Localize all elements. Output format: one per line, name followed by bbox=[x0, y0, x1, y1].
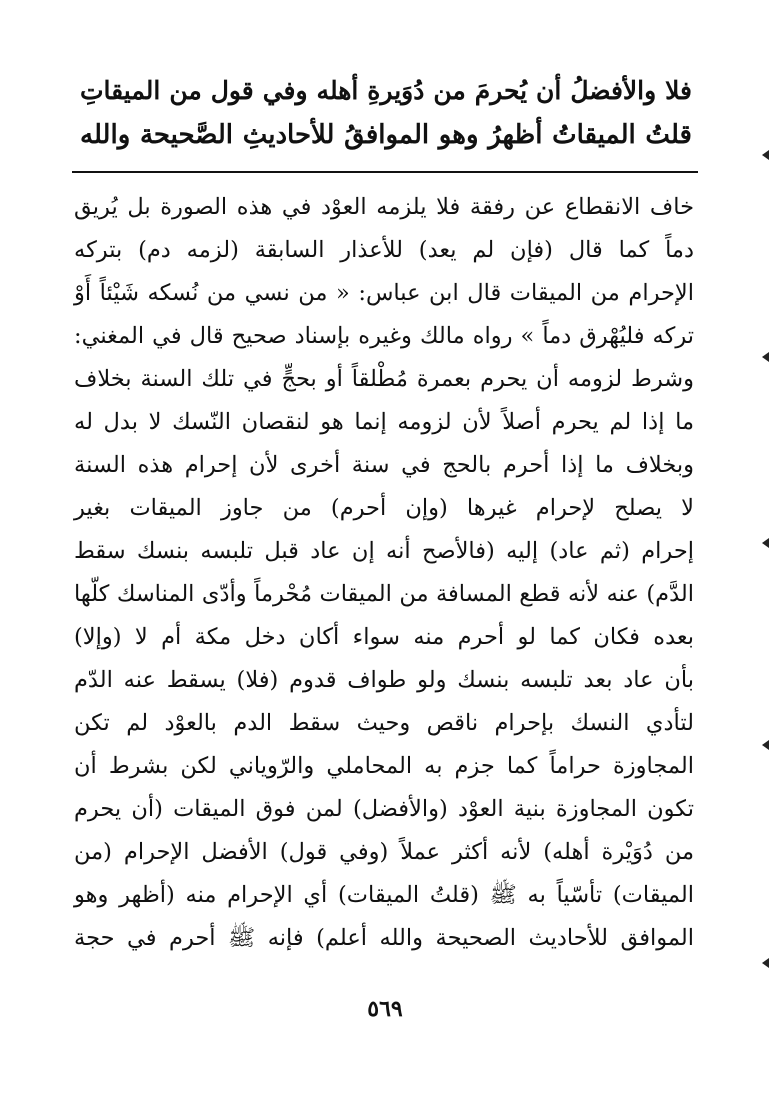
commentary-line: وبخلاف ما إذا أحرم بالحج في سنة أخرى لأن إحرام هذه السنة bbox=[74, 452, 694, 478]
separator-rule bbox=[72, 171, 698, 173]
margin-mark-icon bbox=[762, 538, 769, 548]
commentary-line: الميقات) تأسّياً به ﷺ (قلتُ الميقات) أي الإحرام منه (أظهر وهو bbox=[74, 882, 694, 908]
margin-mark-icon bbox=[762, 352, 769, 362]
margin-mark-icon bbox=[762, 150, 769, 160]
commentary-block bbox=[74, 186, 694, 960]
commentary-line: الإحرام من الميقات قال ابن عباس: « من نسي من نُسكه شَيْئاً أَوْ bbox=[74, 280, 694, 306]
commentary-line: تكون المجاوزة بنية العوْد (والأفضل) لمن فوق الميقات (أن يحرم bbox=[74, 796, 694, 822]
commentary-line: الدَّم) عنه لأنه قطع المسافة من الميقات مُحْرماً وأدّى المناسك كلّها bbox=[74, 581, 694, 607]
commentary-line: وشرط لزومه أن يحرم بعمرة مُطْلقاً أو بحجٍّ في تلك السنة بخلاف bbox=[74, 366, 695, 392]
main-text-line-2: قلتُ الميقاتُ أظهرُ وهو الموافقُ للأحاديثِ الصَّحيحة والله bbox=[80, 120, 692, 150]
commentary-line: الموافق للأحاديث الصحيحة والله أعلم) فإنه ﷺ أحرم في حجة bbox=[74, 925, 694, 951]
margin-mark-icon bbox=[762, 740, 769, 750]
commentary-line: بأن عاد بعد تلبسه بنسك ولو طواف قدوم (فلا) يسقط عنه الدّم bbox=[74, 667, 694, 693]
commentary-line: المجاوزة حراماً كما جزم به المحاملي والرّوياني لكن بشرط أن bbox=[74, 753, 694, 779]
commentary-line: لا يصلح لإحرام غيرها (وإن أحرم) من جاوز الميقات بغير bbox=[74, 495, 694, 521]
commentary-line: دماً كما قال (فإن لم يعد) للأعذار السابقة (لزمه دم) بتركه bbox=[74, 237, 694, 263]
main-text-line-1: فلا والأفضلُ أن يُحرمَ من دُوَيرةِ أهله وفي قول من الميقاتِ bbox=[80, 76, 693, 105]
commentary-line: إحرام (ثم عاد) إليه (فالأصح أنه إن عاد قبل تلبسه بنسك سقط bbox=[74, 538, 694, 564]
page-number: ٥٦٩ bbox=[367, 996, 403, 1022]
margin-mark-icon bbox=[762, 958, 769, 968]
commentary-line: من دُوَيْرة أهله) لأنه أكثر عملاً (وفي قول) الأفضل الإحرام (من bbox=[74, 839, 694, 865]
commentary-line: ما إذا لم يحرم أصلاً لأن لزومه إنما هو لنقصان النّسك لا بدل له bbox=[74, 409, 694, 435]
commentary-line: لتأدي النسك بإحرام ناقص وحيث سقط الدم بالعوْد لم تكن bbox=[74, 710, 694, 736]
commentary-line: تركه فليُهْرق دماً » رواه مالك وغيره بإسناد صحيح قال في المغني: bbox=[74, 323, 694, 349]
commentary-line: خاف الانقطاع عن رفقة فلا يلزمه العوْد في هذه الصورة بل يُريق bbox=[74, 194, 694, 220]
commentary-line: بعده فكان كما لو أحرم منه سواء أكان دخل مكة أم لا (وإلا) bbox=[74, 624, 694, 650]
